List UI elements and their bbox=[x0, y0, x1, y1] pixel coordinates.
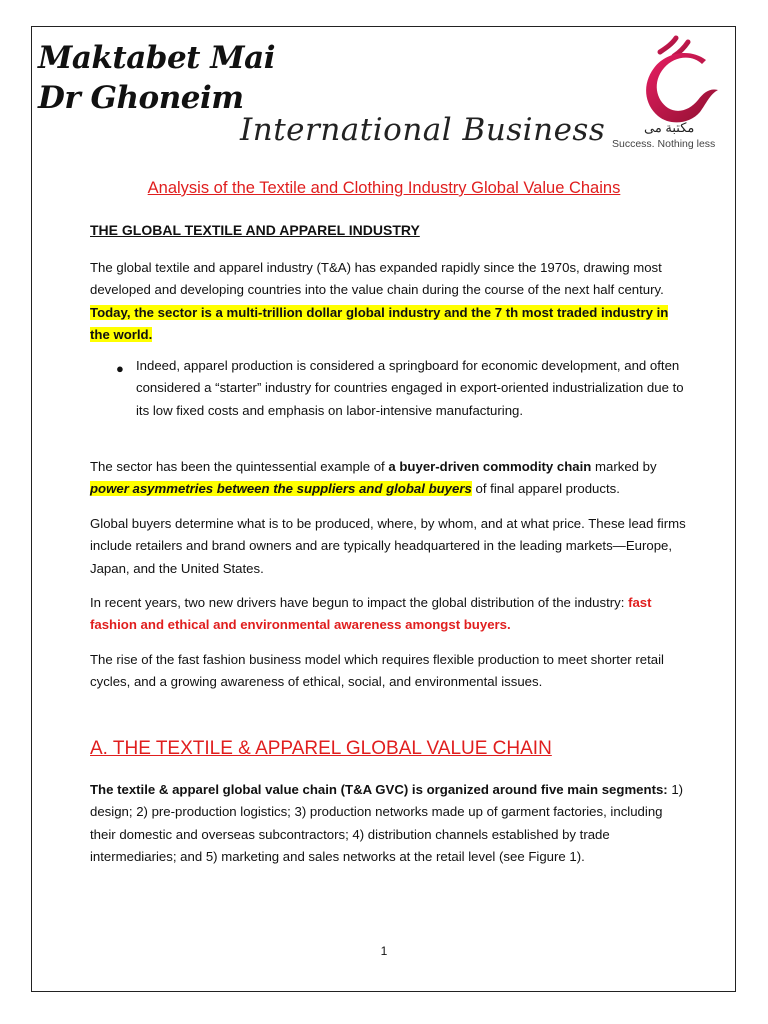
document-title: Analysis of the Textile and Clothing Industry Global Value Chains bbox=[147, 179, 621, 197]
brand-signature bbox=[38, 38, 275, 118]
intro-text: The global textile and apparel industry (T&A) has expanded rapidly since the 1970s, drawing most developed and developing countries into the value chain during the course of the next half century. bbox=[90, 260, 664, 298]
course-title: International Business bbox=[240, 112, 606, 148]
intro-highlight: Today, the sector is a multi-trillion dollar global industry and the 7 th most traded industry in the world. bbox=[90, 304, 669, 342]
paragraph-five-segments bbox=[90, 779, 690, 868]
bullet-starter-industry: Indeed, apparel production is considered a springboard for economic development, and often considered a “starter” industry for countries engaged in export-oriented industrialization due to its low fixed costs and emphasis on labor-intensive manufacturing. bbox=[136, 358, 684, 418]
logo-tagline: Success. Nothing less bbox=[612, 138, 716, 150]
brand-line-2: Dr Ghoneim bbox=[38, 80, 244, 116]
buyer-driven-text-b: marked by bbox=[591, 459, 657, 474]
new-drivers-red: fast fashion and ethical and environmental awareness amongst buyers. bbox=[90, 595, 652, 633]
buyer-driven-bold: a buyer-driven commodity chain bbox=[388, 459, 592, 474]
buyer-driven-text-a: The sector has been the quintessential example of bbox=[90, 459, 389, 474]
segments-text: 1) design; 2) pre-production logistics; 3) production networks made up of garment factories, including their domestic and overseas subcontractors; 4) distribution channels established by trade intermediaries; and 5) marketing and sales networks at the retail level (see Figure 1). bbox=[90, 782, 684, 864]
brand-line-1: Maktabet Mai bbox=[38, 40, 275, 76]
section-heading-global-industry: THE GLOBAL TEXTILE AND APPAREL INDUSTRY bbox=[90, 222, 420, 238]
paragraph-fast-fashion: The rise of the fast fashion business model which requires flexible production to meet shorter retail cycles, and a growing awareness of ethical, social, and environmental issues. bbox=[90, 652, 664, 690]
segments-bold: The textile & apparel global value chain (T&A GVC) is organized around five main segments: bbox=[90, 782, 668, 797]
power-asymmetries-highlight: power asymmetries between the suppliers and global buyers bbox=[90, 481, 472, 497]
logo-arabic-text: مكتبة مى bbox=[644, 120, 695, 135]
maktabet-mai-logo bbox=[614, 34, 734, 154]
page-number: 1 bbox=[380, 944, 388, 958]
paragraph-new-drivers bbox=[90, 592, 690, 637]
bullet-icon: ● bbox=[116, 361, 124, 376]
buyer-driven-text-c: of final apparel products. bbox=[471, 481, 620, 497]
paragraph-intro bbox=[90, 257, 690, 346]
new-drivers-text: In recent years, two new drivers have begun to impact the global distribution of the industry: bbox=[90, 595, 629, 610]
paragraph-buyer-driven bbox=[90, 456, 690, 501]
section-heading-value-chain: A. THE TEXTILE & APPAREL GLOBAL VALUE CHAIN bbox=[90, 738, 552, 759]
paragraph-global-buyers: Global buyers determine what is to be produced, where, by whom, and at what price. These lead firms include retailers and brand owners and are typically headquartered in the leading markets—Europe, Japan, and the United States. bbox=[90, 516, 686, 576]
